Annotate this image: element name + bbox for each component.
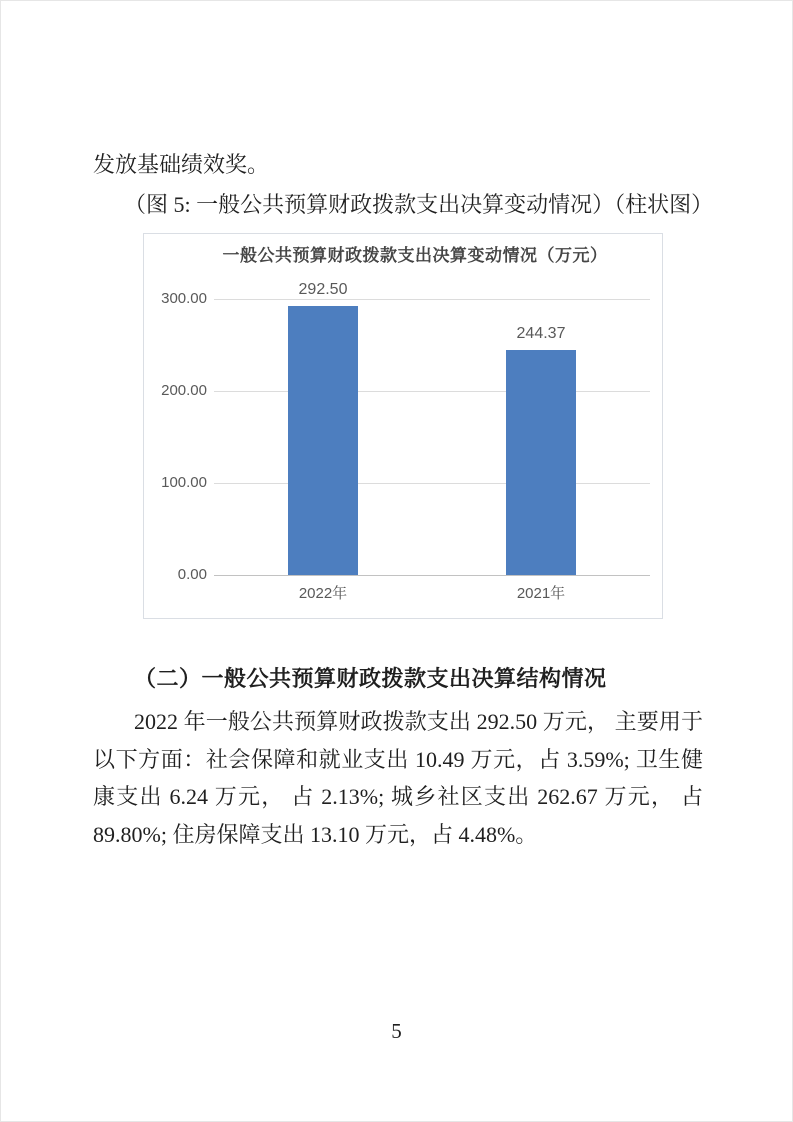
paragraph-line: 2022 年一般公共预算财政拨款支出 292.50 万元， 主要用于 xyxy=(134,709,703,734)
chart-title: 一般公共预算财政拨款支出决算变动情况（万元） xyxy=(222,246,608,265)
bar-value-label: 244.37 xyxy=(516,325,566,342)
gridline xyxy=(214,391,650,392)
figure-caption: （图 5: 一般公共预算财政拨款支出决算变动情况）（柱状图） xyxy=(124,192,714,217)
intro-line-text: 发放基础绩效奖。 xyxy=(93,152,270,177)
bar-chart-figure xyxy=(143,233,663,619)
gridline xyxy=(214,483,650,484)
body-paragraph xyxy=(93,703,703,853)
page-number: 5 xyxy=(391,1019,402,1043)
bar-value-label: 292.50 xyxy=(298,281,348,298)
paragraph-line: 以下方面：社会保障和就业支出 10.49 万元，占 3.59%; 卫生健 xyxy=(93,746,703,772)
x-axis-tick-label: 2022年 xyxy=(298,585,348,602)
chart-plot xyxy=(144,234,662,618)
section-heading: （二）一般公共预算财政拨款支出决算结构情况 xyxy=(134,666,607,691)
y-axis-tick-label: 300.00 xyxy=(161,290,207,307)
paragraph-line: 康支出 6.24 万元， 占 2.13%; 城乡社区支出 262.67 万元， 占 xyxy=(93,784,703,809)
chart-bar xyxy=(506,350,576,575)
y-axis-tick-label: 100.00 xyxy=(161,474,207,491)
y-axis-tick-label: 0.00 xyxy=(177,566,207,583)
y-axis-tick-label: 200.00 xyxy=(161,382,207,399)
x-axis-tick-label: 2021年 xyxy=(516,585,566,602)
paragraph-line: 89.80%; 住房保障支出 13.10 万元，占 4.48%。 xyxy=(93,821,538,847)
chart-bar xyxy=(288,306,358,575)
x-axis-line xyxy=(214,575,650,576)
